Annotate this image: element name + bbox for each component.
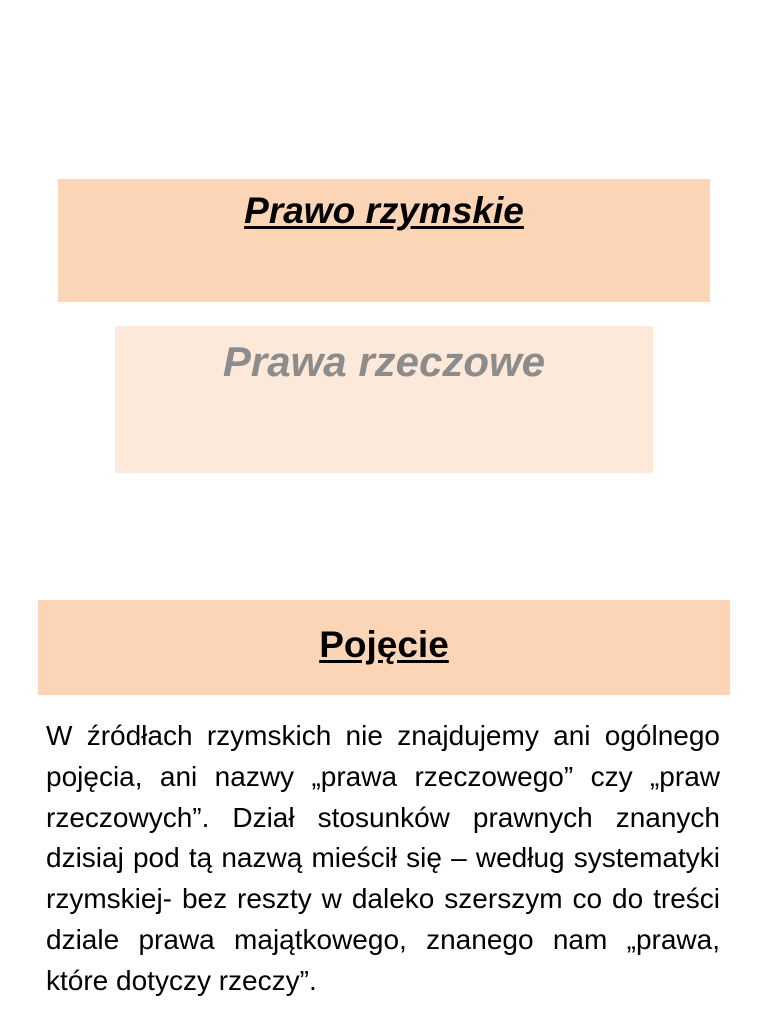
slide-title-text: Prawo rzymskie	[244, 190, 524, 231]
section-heading: Pojęcie	[319, 624, 449, 665]
slide-subtitle-text: Prawa rzeczowe	[222, 338, 546, 385]
body-paragraph: W źródłach rzymskich nie znajdujemy ani ogólnego pojęcia, ani nazwy „prawa rzeczowego” czy „praw rzeczowych”. Dział stosunków prawnych znanych dzisiaj pod tą nazwą mieścił się – według systematyki rzymskiej- bez reszty w daleko szerszym co do treści dziale prawa majątkowego, znanego nam „prawa, które dotyczy rzeczy”.	[46, 720, 720, 996]
